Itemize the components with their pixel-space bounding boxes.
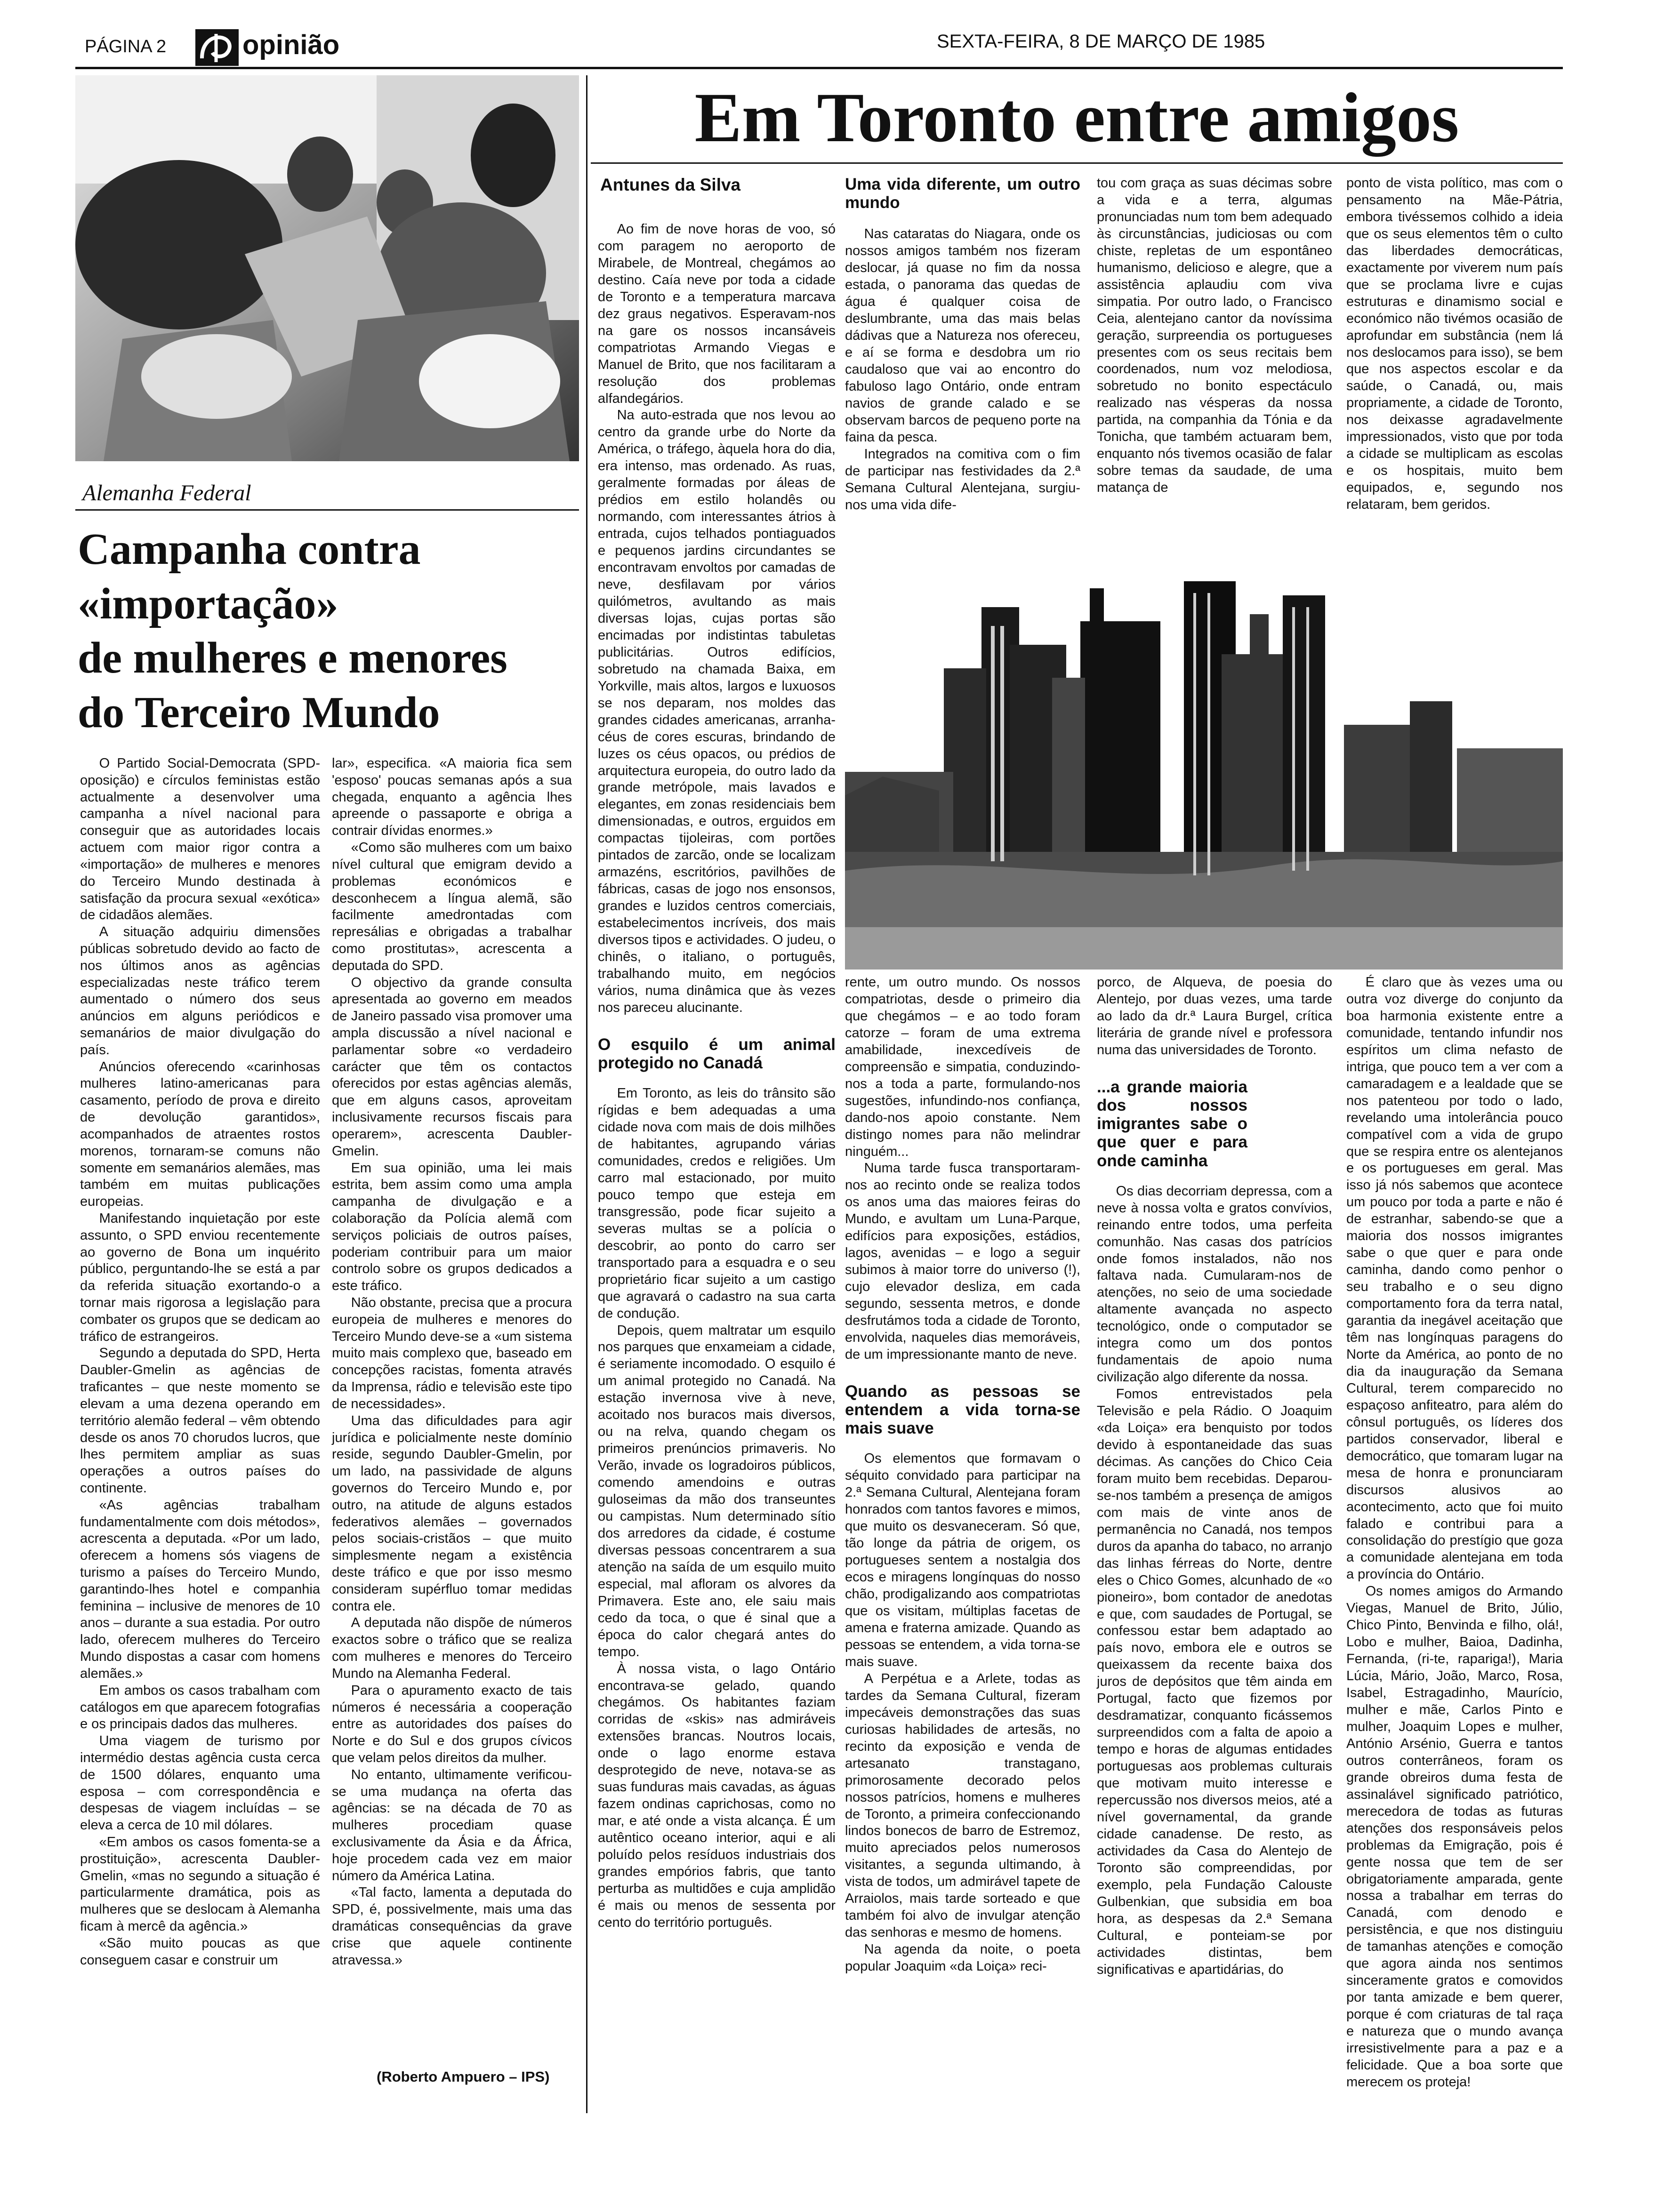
paragraph: rente, um outro mundo. Os nossos compatriotas, desde o primeiro dia que chegámos – e ao todo foram catorze – foram de uma extrema amabilidade, inexcedíveis de compreensão e simpatia, conduzindo-nos a toda a parte, formulando-nos sugestões, infundindo-nos confiança, dando-nos apoio constante. Nem distingo nomes para não melindrar ninguém... xyxy=(845,975,1080,1159)
header-date: SEXTA-FEIRA, 8 DE MARÇO DE 1985 xyxy=(937,31,1265,52)
paragraph: O Partido Social-Democrata (SPD-oposição) e círculos feministas estão actualmente a desenvolver uma campanha a nível nacional para conseguir que as autoridades locais actuem com maior rigor contra a «importação» de mulheres e menores do Terceiro Mundo destinada à satisfação da procura sexual «exótica» de cidadãos alemães. xyxy=(80,756,320,923)
paragraph: Uma das dificuldades para agir jurídica e policialmente neste domínio reside, segundo Daubler-Gmelin, por um lado, na passividade de alguns governos do Terceiro Mundo e, por outro, na atitude de alguns estados federativos alemães – governados pelos sociais-cristãos – que muito simplesmente negam a existência deste tráfico e que por isso mesmo consideram supérfluo tomar medidas contra ele. xyxy=(332,1413,572,1614)
paragraph: ponto de vista político, mas com o pensamento na Mãe-Pátria, embora tivéssemos colhido a ideia que os seus elementos têm o culto das liberdades democráticas, exactamente por viverem num país que se proclama livre e cujas estruturas e dinamismo social e económico não tivémos ocasião de aprofundar em substância (nem lá nos deslocamos para isso), se bem que nos aspectos escolar e da saúde, o Canadá, ou, mais propriamente, a cidade de Toronto, nos deixasse agradavelmente impressionados, visto que por toda a cidade se multiplicam as escolas e os hospitais, muito bem equipados, e, segundo nos relataram, bem geridos. xyxy=(1346,176,1563,513)
right-article-col-d-top xyxy=(1346,175,1563,513)
paragraph: «Em ambos os casos fomenta-se a prostituição», acrescenta Daubler-Gmelin, «mas no segundo a situação é particularmente dramática, pois as mulheres que se deslocam à Alemanha ficam à mercê da agência.» xyxy=(80,1835,320,1934)
paragraph: Segundo a deputada do SPD, Herta Daubler-Gmelin as agências de traficantes – que neste momento se elevam a uma dezena operando em território alemão federal – vêm obtendo desde os anos 70 chorudos lucros, que lhes permitem ampliar as suas operações a outros países do continente. xyxy=(80,1346,320,1496)
paragraph: Fomos entrevistados pela Televisão e pela Rádio. O Joaquim «da Loiça» era benquisto por todos devido à espontaneidade das suas décimas. As canções do Chico Ceia foram muito bem recebidas. Deparou-se-nos também a presença de amigos com mais de vinte anos de permanência no Canadá, nos tempos duros da apanha do tabaco, no arranjo das linhas férreas do Norte, dentre eles o Chico Gomes, alcunhado de «o pioneiro», bom contador de anedotas e que, com saudades de Portugal, se confessou estar bem adaptado ao país novo, embora ele e outros se queixassem da recente baixa dos juros de depósitos que têm ainda em Portugal, facto que fizemos por desdramatizar, conquanto ficássemos surpreendidos com a falta de apoio a tempo e horas de algumas entidades portuguesas aos problemas culturais que motivam muito interesse e repercussão nos diversos meios, até a nível governamental, da grande cidade canadense. De resto, as actividades da Casa do Alentejo de Toronto são compreendidas, por exemplo, pela Fundação Calouste Gulbenkian, que subsidia em boa hora, as despesas da 2.ª Semana Cultural, e ponteiam-se por actividades distintas, bem significativas e apartidárias, do xyxy=(1097,1387,1332,1977)
paragraph: Em ambos os casos trabalham com catálogos em que aparecem fotografias e os principais dados das mulheres. xyxy=(80,1683,320,1732)
headline-line-3: de mulheres e menores xyxy=(78,633,507,683)
paragraph: No entanto, ultimamente verificou-se uma mudança na oferta das agências: se na década de 70 as mulheres procediam quase exclusivamente da Ásia e da África, hoje procedem cada vez em maior número da América Latina. xyxy=(332,1767,572,1883)
paragraph: lar», especifica. «A maioria fica sem 'esposo' poucas semanas após a sua chegada, enquanto a agência lhes apreende o passaporte e obriga a contrair dívidas enormes.» xyxy=(332,756,572,839)
paragraph: Em Toronto, as leis do trânsito são rígidas e bem adequadas a uma cidade nova com mais de dois milhões de habitantes, agrupando várias comunidades, credos e religiões. Um carro mal estacionado, por muito pouco tempo que esteja em transgressão, pode ficar sujeito a severas multas se a polícia o descobrir, ao ponto do carro ser transportado para a esquadra e o seu proprietário ficar sujeito a um castigo que agravará o cadastro na sua carta de condução. xyxy=(598,1086,836,1321)
paragraph: Na auto-estrada que nos levou ao centro da grande urbe do Norte da América, o tráfego, àquela hora do dia, era intenso, mas ordenado. As ruas, geralmente formadas por áleas de prédios em estilo holandês ou normando, com interessantes átrios à entrada, cujos telhados pontiaguados e pequenos jardins circundantes se encontravam envoltos por camadas de neve, desfilavam por vários quilómetros, avultando as mais diversas lojas, cujas portas são encimadas por indistintas tabuletas publicitárias. Outros edifícios, sobretudo na chamada Baixa, em Yorkville, mais altos, largos e luxuosos se nos deparam, nos moldes das grandes cidades americanas, arranha-céus de cores escuras, brindando de luzes os céus opacos, ou prédios de arquitectura europeia, do outro lado da grande metrópole, mais lavados e elegantes, em zonas residenciais bem dimensionadas, e outros, erguidos em compactas tijoleiras, com portões pintados de zarcão, onde se localizam armazéns, escritórios, pavilhões de fábricas, casas de jogo nos ensonsos, grandes e luzidos centros comerciais, estabelecimentos incríveis, dos mais diversos tipos e actividades. O judeu, o chinês, o italiano, o português, trabalhando muito, em negócios vários, numa dinâmica que às vezes nos pareceu alucinante. xyxy=(598,408,836,1015)
photo-children xyxy=(75,75,579,461)
paragraph: O objectivo da grande consulta apresentada ao governo em meados de Janeiro passado visa promover uma ampla discussão a nível nacional e parlamentar sobre «o verdadeiro carácter que têm os contactos oferecidos por estas agências alemãs, que em alguns casos, aproveitam inclusivamente recursos fiscais para operarem», acrescenta Daubler-Gmelin. xyxy=(332,975,572,1159)
right-article-col-b-bottom xyxy=(845,974,1080,1975)
subheading: ...a grande maioria dos nossos imigrantes sabe o que quer e para onde caminha xyxy=(1097,1077,1247,1170)
paragraph: Nas cataratas do Niagara, onde os nossos amigos também nos fizeram deslocar, já quase no fim da nossa estada, o panorama das quedas de água é qualquer coisa de deslumbrante, uma das mais belas dádivas que a Natureza nos ofereceu, e aí se forma e desdobra um rio caudaloso que vai ao encontro do fabuloso lago Ontário, onde entram navios de grande calado e se observam barcos de pequeno porte na faina da pesca. xyxy=(845,226,1080,445)
paragraph: Em sua opinião, uma lei mais estrita, bem assim como uma ampla campanha de divulgação e a colaboração da Polícia alemã com serviços policiais de outros países, poderiam contribuir para um maior controlo sobre os grupos dedicados a este tráfico. xyxy=(332,1160,572,1294)
paragraph: Uma viagem de turismo por intermédio destas agência custa cerca de 1500 dólares, enquanto uma esposa – com correspondência e despesas de viagem incluídas – se eleva a cerca de 10 mil dólares. xyxy=(80,1733,320,1833)
left-byline: (Roberto Ampuero – IPS) xyxy=(377,2068,550,2085)
paragraph: A deputada não dispõe de números exactos sobre o tráfico que se realiza com mulheres e menores do Terceiro Mundo na Alemanha Federal. xyxy=(332,1615,572,1681)
headline-line-1: Campanha contra xyxy=(78,525,421,574)
paragraph: Os elementos que formavam o séquito convidado para participar na 2.ª Semana Cultural, Alentejana foram honrados com tantos favores e mimos, que muito os desvaneceram. Só que, tão longe da pátria de origem, os portugueses sentem a nostalgia dos ecos e miragens longínquas do nosso chão, prodigalizando aos compatriotas que os visitam, múltiplas facetas de amena e fraterna amizade. Quando as pessoas se entendem, a vida torna-se mais suave. xyxy=(845,1451,1080,1669)
page-label: PÁGINA 2 xyxy=(85,37,167,56)
paragraph: Depois, quem maltratar um esquilo nos parques que enxameiam a cidade, é seriamente incomodado. O esquilo é um animal protegido no Canadá. Na estação invernosa vive à neve, acoitado nos buracos mais diversos, ou na relva, quando chegam os primeiros prenúncios primaveris. No Verão, invade os logradoiros públicos, comendo amendoins e outras guloseimas da mão dos transeuntes ou campistas. Num determinado sítio dos arredores da cidade, é costume diversas pessoas concentrarem a sua atenção na saída de um esquilo muito especial, mal afloram os alvores da Primavera. Este ano, ele saiu mais cedo da toca, o que é sinal que a época do calor chegará antes do tempo. xyxy=(598,1322,836,1659)
paragraph: Numa tarde fusca transportaram-nos ao recinto onde se realiza todos os anos uma das maiores feiras do Mundo, e avultam um Luna-Parque, edifícios para exposições, estádios, lagos, avenidas – e logo a seguir subimos à maior torre do universo (!), cujo elevador desliza, em cada segundo, sessenta metros, e donde desfrutámos toda a cidade de Toronto, envolvida, naqueles dias memoráveis, de um impressionante manto de neve. xyxy=(845,1161,1080,1362)
paragraph: «Como são mulheres com um baixo nível cultural que emigram devido a problemas económicos e desconhecem a língua alemã, são facilmente amedrontadas com represálias e obrigadas a trabalhar como prostitutas», acrescenta a deputada do SPD. xyxy=(332,840,572,973)
paragraph: Integrados na comitiva com o fim de participar nas festividades da 2.ª Semana Cultural Alentejana, surgiu-nos uma vida dife- xyxy=(845,446,1080,513)
subheading: O esquilo é um animal protegido no Canadá xyxy=(598,1035,836,1072)
headline-line-2: «importação» xyxy=(78,579,338,628)
paragraph: A situação adquiriu dimensões públicas sobretudo devido ao facto de nos últimos anos as agências especializadas neste tráfico terem aumentado o número dos seus anúncios em alguns periódicos e semanários de maior divulgação do país. xyxy=(80,924,320,1058)
paragraph: Não obstante, precisa que a procura europeia de mulheres e menores do Terceiro Mundo deve-se a «um sistema muito mais complexo que, baseado em concepções racistas, fomenta através da Imprensa, rádio e televisão este tipo de necessidades». xyxy=(332,1295,572,1411)
headline-line-4: do Terceiro Mundo xyxy=(78,688,440,737)
title-rule xyxy=(591,162,1563,164)
right-article-col-c-top xyxy=(1097,175,1332,497)
paragraph: «Tal facto, lamenta a deputada do SPD, é, possivelmente, mais uma das dramáticas consequências da grave crise que aquele continente atravessa.» xyxy=(332,1885,572,1968)
right-article-col-d-bottom xyxy=(1346,974,1563,2091)
paragraph: «São muito poucas as que conseguem casar e construir um xyxy=(80,1935,320,1968)
kicker-rule xyxy=(75,509,579,511)
paragraph: Os dias decorriam depressa, com a neve à nossa volta e gratos convívios, reinando entre todos, uma perfeita comunhão. Nas casas dos patrícios onde fomos instalados, não nos faltava nada. Cumularam-nos de atenções, no seio de uma sociedade altamente avançada no aspecto tecnológico, onde o computador se integra como um dos pontos fundamentais de apoio numa civilização algo diferente da nossa. xyxy=(1097,1183,1332,1385)
paragraph: Manifestando inquietação por este assunto, o SPD enviou recentemente ao governo de Bona um inquérito público, perguntando-lhe se está a par da referida situação exortando-o a tornar mais rigorosa a legislação para combater os grupos que se dedicam ao tráfico de estrangeiros. xyxy=(80,1210,320,1344)
left-headline xyxy=(78,522,507,740)
paragraph: Ao fim de nove horas de voo, só com paragem no aeroporto de Mirabele, de Montreal, chegámos ao destino. Caía neve por toda a cidade de Toronto e a temperatura marcava dez graus negativos. Esperavam-nos na gare os nossos incansáveis compatriotas Armando Viegas e Manuel de Brito, que nos facilitaram a resolução dos problemas alfandegários. xyxy=(598,222,836,406)
column-divider xyxy=(586,75,587,2113)
subheading: Quando as pessoas se entendem a vida torna-se mais suave xyxy=(845,1382,1080,1438)
paragraph: Anúncios oferecendo «carinhosas mulheres latino-americanas para casamento, período de prova e direito de devolução garantidos», acompanhados de atraentes rostos morenos, tornaram-se comuns não somente em semanários alemães, mas também em muitas publicações europeias. xyxy=(80,1059,320,1210)
right-article-col-a xyxy=(598,221,836,1931)
paragraph: «As agências trabalham fundamentalmente com dois métodos», acrescenta a deputada. «Por um lado, oferecem a homens sós viagens de turismo a países do Terceiro Mundo, garantindo-lhes hotel e companhia feminina – inclusive de menores de 10 anos – durante a sua estadia. Por outro lado, oferecem mulheres do Terceiro Mundo dispostas a casar com homens alemães.» xyxy=(80,1497,320,1681)
right-article-col-c-bottom xyxy=(1097,974,1332,1979)
paragraph: Para o apuramento exacto de tais números é necessária a cooperação entre as autoridades dos países do Norte e do Sul e dos grupos cívicos que velam pelos direitos da mulher. xyxy=(332,1683,572,1765)
section-title: opinião xyxy=(242,30,340,60)
paragraph: Os nomes amigos do Armando Viegas, Manuel de Brito, Júlio, Chico Pinto, Benvinda e filho, olá!, Lobo e mulher, Baioa, Dadinha, Fernanda, (ri-te, rapariga!), Maria Lúcia, Mário, João, Marco, Rosa, Isabel, Estragadinho, Maurício, mulher e mãe, Carlos Pinto e mulher, Joaquim Lopes e mulher, António Arsénio, Guerra e tantos outros conterrâneos, foram os grande obreiros duma festa de assinalável significado patriótico, merecedora de todas as futuras atenções dos responsáveis pelos problemas da Emigração, pois é gente nossa que tem de ser obrigatoriamente amparada, gente nossa a trabalhar em terras do Canadá, com denodo e persistência, e que nos distinguiu de tamanhas atenções e comoção que agora ainda nos sentimos sinceramente gratos e comovidos por tanta amizade e bem querer, porque é com criaturas de tal raça e natureza que o mundo avança irresistivelmente para a paz e a felicidade. Que a boa sorte que merecem os proteja! xyxy=(1346,1584,1563,2090)
photo-toronto-skyline xyxy=(845,569,1563,970)
right-headline: Em Toronto entre amigos xyxy=(694,79,1459,157)
left-article-col-2 xyxy=(332,755,572,1969)
section-logo-icon xyxy=(195,29,239,66)
left-kicker: Alemanha Federal xyxy=(82,481,251,505)
header-rule xyxy=(75,67,1563,69)
paragraph: É claro que às vezes uma ou outra voz diverge do conjunto da boa harmonia existente entre a comunidade, tentando infundir nos espíritos um clima nefasto de intriga, que pouco tem a ver com a camaradagem e a lealdade que se nos patenteou por todo o lado, revelando uma intolerância pouco compatível com a vida de grupo que se respira entre os alentejanos e os portugueses em geral. Mas isso já nós sabemos que acontece um pouco por toda a parte e não é de estranhar, sabendo-se que a maioria dos nossos imigrantes sabe o que quer e para onde caminha, dando como penhor o seu trabalho e o seu digno comportamento fora da terra natal, garantia da inegável aceitação que têm nas longínquas paragens do Norte da América, ao ponto de no dia da inauguração da Semana Cultural, terem comparecido no espaçoso anfiteatro, para além do cônsul português, os líderes dos partidos conservador, liberal e democrático, que tomaram lugar na mesa de honra e pronunciaram discursos alusivos ao acontecimento, acto que foi muito falado e contribui para a consolidação do prestígio que goza a comunidade alentejana em toda a província do Ontário. xyxy=(1346,975,1563,1582)
paragraph: À nossa vista, o lago Ontário encontrava-se gelado, quando chegámos. Os habitantes faziam corridas de «skis» nas admiráveis extensões brancas. Noutros locais, onde o lago enorme estava desprotegido de neve, notava-se as suas funduras mais cavadas, as águas fazem ondinas caprichosas, como no mar, e até onde a vista alcança. É um autêntico oceano interior, aqui e ali poluído pelos resíduos industriais dos grandes empórios fabris, que tanto perturba as multidões e cuja amplidão é mais ou menos de sessenta por cento do território português. xyxy=(598,1661,836,1930)
paragraph: A Perpétua e a Arlete, todas as tardes da Semana Cultural, fizeram impecáveis demonstrações das suas curiosas habilidades de artesãs, no recinto da exposição e venda de artesanato transtagano, primorosamente decorado pelos nossos patrícios, homens e mulheres de Toronto, a primeira confeccionando lindos bonecos de barro de Estremoz, muito apreciados pelos numerosos visitantes, a segunda ultimando, à vista de todos, um admirável tapete de Arraiolos, mais tarde sorteado e que também foi alvo de invulgar atenção das senhoras e mesmo de homens. xyxy=(845,1671,1080,1940)
left-article-col-1 xyxy=(80,755,320,1969)
paragraph: tou com graça as suas décimas sobre a vida e a terra, algumas pronunciadas num tom bem adequado às circunstâncias, judiciosas ou com chiste, repletas de um espontâneo humanismo, delicioso e alegre, que a assistência aplaudiu com viva simpatia. Por outro lado, o Francisco Ceia, alentejano cantor da novíssima geração, surpreendia os portugueses presentes com os seus recitais bem coordenados, num voz melodiosa, sobretudo no bonito espectáculo realizado nas vésperas da nossa partida, na companhia da Tónia e da Tonicha, que também actuaram bem, enquanto nós tivemos ocasião de falar sobre temas da saudade, de uma matança de xyxy=(1097,176,1332,496)
right-article-col-b-top xyxy=(845,175,1080,514)
paragraph: porco, de Alqueva, de poesia do Alentejo, por duas vezes, uma tarde ao lado da dr.ª Laura Burgel, crítica literária de grande nível e professora numa das universidades de Toronto. xyxy=(1097,975,1332,1058)
right-author: Antunes da Silva xyxy=(600,175,741,194)
subheading: Uma vida diferente, um outro mundo xyxy=(845,175,1080,212)
paragraph: Na agenda da noite, o poeta popular Joaquim «da Loiça» reci- xyxy=(845,1942,1080,1974)
